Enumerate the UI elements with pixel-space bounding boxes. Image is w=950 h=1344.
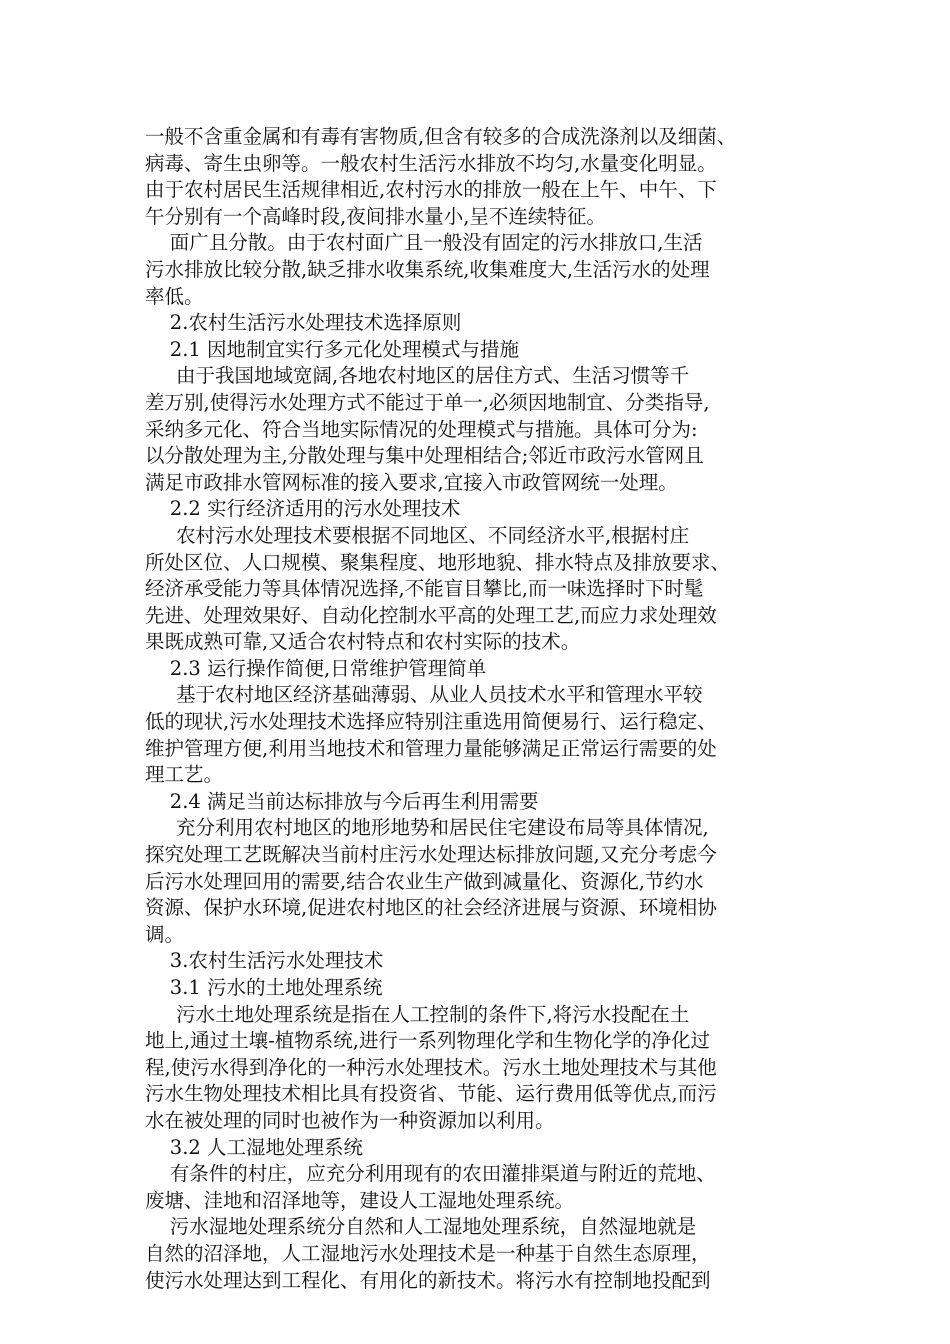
text-line: 农村污水处理技术要根据不同地区、不同经济水平,根据村庄: [145, 523, 690, 547]
text-line: 维护管理方便,利用当地技术和管理力量能够满足正常运行需要的处: [145, 736, 717, 760]
text-line: 污水土地处理系统是指在人工控制的条件下,将污水投配在土: [145, 1002, 690, 1026]
text-line: 污水湿地处理系统分自然和人工湿地处理系统，自然湿地就是: [145, 1215, 697, 1239]
text-line: 废塘、洼地和沼泽地等，建设人工湿地处理系统。: [145, 1188, 575, 1212]
text-line: 有条件的村庄，应充分利用现有的农田灌排渠道与附近的荒地、: [145, 1162, 716, 1186]
text-line: 午分别有一个高峰时段,夜间排水量小,呈不连续特征。: [145, 204, 606, 228]
text-line: 以分散处理为主,分散处理与集中处理相结合;邻近市政污水管网且: [145, 444, 704, 468]
text-line: 面广且分散。由于农村面广且一般没有固定的污水排放口,生活: [145, 231, 703, 255]
text-line: 3.1 污水的土地处理系统: [145, 976, 383, 999]
text-line: 使污水处理达到工程化、有用化的新技术。将污水有控制地投配到: [145, 1268, 711, 1292]
text-line: 差万别,使得污水处理方式不能过于单一,必须因地制宜、分类指导,: [145, 390, 710, 414]
text-line: 率低。: [145, 284, 204, 308]
text-line: 先进、处理效果好、自动化控制水平高的处理工艺,而应力求处理效: [145, 603, 717, 627]
text-line: 污水排放比较分散,缺乏排水收集系统,收集难度大,生活污水的处理: [145, 257, 710, 281]
text-line: 3.农村生活污水处理技术: [145, 949, 384, 973]
text-line: 经济承受能力等具体情况选择,不能盲目攀比,而一味选择时下时髦: [145, 577, 704, 601]
text-line: 资源、保护水环境,促进农村地区的社会经济进展与资源、环境相协: [145, 896, 717, 920]
text-line: 低的现状,污水处理技术选择应特别注重选用简便易行、运行稳定、: [145, 710, 717, 734]
text-line: 理工艺。: [145, 763, 224, 787]
text-line: 由于农村居民生活规律相近,农村污水的排放一般在上午、中午、下: [145, 178, 717, 202]
text-line: 充分利用农村地区的地形地势和居民住宅建设布局等具体情况,: [145, 816, 709, 840]
text-line: 水在被处理的同时也被作为一种资源加以利用。: [145, 1108, 555, 1132]
text-line: 污水生物处理技术相比具有投资省、节能、运行费用低等优点,而污: [145, 1082, 717, 1106]
text-line: 所处区位、人口规模、聚集程度、地形地貌、排水特点及排放要求、: [145, 550, 731, 574]
text-line: 2.4 满足当前达标排放与今后再生利用需要: [145, 789, 539, 813]
text-line: 2.农村生活污水处理技术选择原则: [145, 311, 462, 335]
text-line: 基于农村地区经济基础薄弱、从业人员技术水平和管理水平较: [145, 683, 703, 707]
text-line: 2.3 运行操作简便,日常维护管理简单: [145, 656, 487, 680]
text-line: 2.2 实行经济适用的污水处理技术: [145, 497, 461, 521]
text-line: 采纳多元化、符合当地实际情况的处理模式与措施。具体可分为:: [145, 417, 698, 441]
body-text: [145, 124, 815, 1294]
text-line: 3.2 人工湿地处理系统: [145, 1135, 364, 1159]
text-line: 探究处理工艺既解决当前村庄污水处理达标排放问题,又充分考虑今: [145, 843, 717, 867]
text-line: 由于我国地域宽阔,各地农村地区的居住方式、生活习惯等千: [145, 364, 690, 388]
text-line: 2.1 因地制宜实行多元化处理模式与措施: [145, 337, 520, 361]
text-line: 程,使污水得到净化的一种污水处理技术。污水土地处理技术与其他: [145, 1055, 717, 1079]
text-line: 调。: [145, 922, 185, 946]
text-line: 地上,通过土壤-植物系统,进行一系列物理化学和生物化学的净化过: [145, 1029, 710, 1053]
text-line: 病毒、寄生虫卵等。一般农村生活污水排放不均匀,水量变化明显。: [145, 151, 717, 175]
text-line: 满足市政排水管网标准的接入要求,宜接入市政管网统一处理。: [145, 470, 678, 494]
text-line: 一般不含重金属和有毒有害物质,但含有较多的合成洗涤剂以及细菌、: [145, 125, 737, 148]
text-line: 果既成熟可靠,又适合农村特点和农村实际的技术。: [145, 630, 581, 654]
text-line: 自然的沼泽地，人工湿地污水处理技术是一种基于自然生态原理，: [145, 1241, 711, 1265]
text-line: 后污水处理回用的需要,结合农业生产做到减量化、资源化,节约水: [145, 869, 704, 893]
